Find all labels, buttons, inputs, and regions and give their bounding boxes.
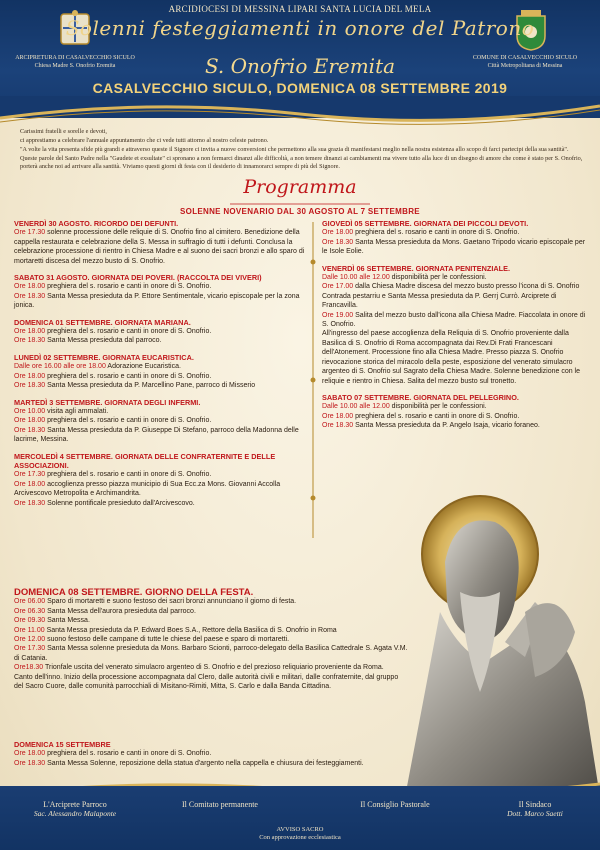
schedule-description: Trionfale uscita del venerato simulacro argenteo di S. Onofrio e del prezioso reliquiario proveniente da Roma. (43, 664, 384, 672)
day-block (322, 393, 592, 431)
schedule-time: Ore 18.30 (14, 499, 46, 507)
schedule-line (14, 749, 409, 758)
schedule-description: Santa Messa presieduta dal parroco. (45, 337, 162, 345)
schedule-time: Ore 18.00 (322, 412, 354, 420)
schedule-description: suono festoso delle campane di tutte le chiese del paese e sparo di mortaretti. (45, 636, 290, 644)
left-org-sub: Chiesa Madre S. Onofrio Eremita (34, 63, 116, 69)
schedule-time: Ore 19.00 (322, 311, 354, 319)
schedule-time: Ore 18.30 (14, 382, 46, 390)
schedule-description: Santa Messa presieduta da Mons. Gaetano Tripodo vicario episcopale per le Isole Eolie. (322, 238, 586, 256)
schedule-time: Ore 18.00 (14, 372, 46, 380)
schedule-time: Ore 17.30 (14, 645, 46, 653)
schedule-description: Santa Messa solenne presieduta da Mons. Barbaro Scionti, parroco-delegato della Basilica Cattedrale S. Agata V.M. di Catania. (14, 645, 408, 662)
schedule-line (14, 607, 409, 616)
schedule-time: Ore 18.30 (322, 422, 354, 430)
left-org-name: ARCIPRETURA DI CASALVECCHIO SICULO (15, 55, 135, 61)
schedule-line (14, 228, 306, 266)
day-title: LUNEDÌ 02 SETTEMBRE. GIORNATA EUCARISTICA. (14, 352, 194, 362)
schedule-line (322, 412, 592, 421)
schedule-time: Ore 18.00 (14, 417, 46, 425)
schedule-line (322, 273, 592, 282)
schedule-time: Ore 17.00 (322, 283, 354, 291)
schedule-description: Adorazione Eucaristica. (105, 363, 181, 371)
schedule-description: Santa Messa Solenne, reposizione della statua d'argento nella cappella e chiusura dei festeggiamenti. (45, 759, 364, 767)
festa-title: DOMENICA 08 SETTEMBRE. GIORNO DELLA FESTA. (14, 587, 254, 598)
schedule-description: accoglienza presso piazza municipio di Sua Ecc.za Mons. Giovanni Accolla Arcivescovo Metropolita e Archimandrita. (14, 480, 281, 498)
schedule-description: preghiera del s. rosario e canti in onore di S. Onofrio. (45, 471, 212, 479)
day15-lines (14, 749, 409, 768)
schedule-time: Dalle ore 16.00 alle ore 18.00 (14, 363, 106, 371)
schedule-line (14, 470, 306, 479)
schedule-time: Ore 18.30 (14, 426, 46, 434)
signature-arciprete (10, 800, 140, 818)
day15-title: DOMENICA 15 SETTEMBRE (14, 740, 111, 749)
avviso-title: AVVISO SACRO (276, 826, 324, 833)
schedule-line (14, 626, 409, 635)
schedule-line (14, 327, 306, 336)
signature-sindaco (480, 800, 590, 818)
schedule-description: preghiera del s. rosario e canti in onore di S. Onofrio. (45, 750, 212, 758)
schedule-description: disponibilità per le confessioni. (389, 403, 487, 411)
signature-name: Dott. Marco Saetti (507, 809, 563, 818)
schedule-time: Ore 18.30 (14, 337, 46, 345)
day-block (322, 219, 592, 257)
day-title: VENERDÌ 30 AGOSTO. RICORDO DEI DEFUNTI. (14, 219, 179, 228)
schedule-time: Ore 10.00 (14, 407, 46, 415)
day-title: DOMENICA 01 SETTEMBRE. GIORNATA MARIANA. (14, 317, 191, 327)
schedule-time: Ore 18.30 (14, 292, 46, 300)
schedule-description: solenne processione delle reliquie di S. Onofrio fino al cimitero. Benedizione della cappella restaurata e celebrazione della S. Messa in suffragio di tutti i defunti. Conclusa la celebrazione processione di rientro in Chiesa Madre e al suono dei sacri bronzi e allo sparo di mortaretti discesa del mezzo busto di S. Onofrio. (14, 229, 305, 265)
signature-role: L'Arciprete Parroco (43, 800, 107, 809)
right-org-name: COMUNE DI CASALVECCHIO SICULO (472, 55, 578, 61)
schedule-line (14, 282, 306, 291)
schedule-line (14, 362, 306, 371)
left-schedule-column (14, 219, 306, 515)
day-title: MARTEDÌ 3 SETTEMBRE. GIORNATA DEGLI INFERMI. (14, 397, 201, 407)
schedule-line (14, 336, 306, 345)
novenario-subtitle: SOLENNE NOVENARIO DAL 30 AGOSTO AL 7 SETTEMBRE (180, 207, 420, 216)
schedule-line (14, 426, 306, 445)
schedule-time: Ore 18.00 (14, 480, 46, 488)
saint-name: S. Onofrio Eremita (204, 54, 396, 78)
schedule-time: Ore 18.00 (14, 328, 46, 336)
schedule-time: Ore 06.30 (14, 607, 46, 615)
schedule-line (322, 421, 592, 430)
column-divider-ornament (309, 222, 317, 538)
day-block (14, 452, 306, 508)
schedule-line (322, 238, 592, 257)
schedule-description: preghiera del s. rosario e canti in onore di S. Onofrio. (45, 372, 212, 380)
schedule-description: Santa Messa. (45, 617, 90, 625)
schedule-line (14, 381, 306, 390)
signature-comitato (150, 800, 290, 809)
schedule-time: Ore 18.30 (322, 238, 354, 246)
schedule-time: Ore18.30 (14, 664, 44, 672)
schedule-line (322, 228, 592, 237)
festa-section (14, 588, 409, 691)
schedule-line (14, 372, 306, 381)
intro-letter (20, 128, 585, 172)
schedule-line (14, 616, 409, 625)
saint-statue-image (385, 492, 600, 797)
schedule-line (322, 329, 592, 385)
day-block (14, 398, 306, 445)
schedule-line (14, 759, 409, 768)
day-title: GIOVEDÌ 05 SETTEMBRE. GIORNATA DEI PICCOLI DEVOTI. (322, 219, 529, 228)
day-title: SABATO 31 AGOSTO. GIORNATA DEI POVERI. (RACCOLTA DEI VIVERI) (14, 273, 262, 283)
schedule-time: Ore 17.30 (14, 471, 46, 479)
schedule-time: Ore 18.00 (14, 283, 46, 291)
schedule-line (14, 499, 306, 508)
schedule-line (14, 673, 409, 692)
avviso-sacro (0, 826, 600, 842)
schedule-description: Santa Messa presieduta da P. Angelo Isaja, vicario foraneo. (353, 422, 540, 430)
schedule-time: Ore 09.30 (14, 617, 46, 625)
schedule-description: preghiera del s. rosario e canti in onore di S. Onofrio. (353, 229, 520, 237)
schedule-description: visita agli ammalati. (45, 407, 109, 415)
day-block (322, 264, 592, 386)
schedule-time: Ore 11.00 (14, 626, 45, 634)
schedule-description: All'ingresso del paese accoglienza della Reliquia di S. Onofrio proveniente dalla Basilica di S. Onofrio di Roma accompagnata dai Rev.Di Frati Francescani dell'Atonement. Processione fino alla Chiesa Madre. Presso piazza S. Onofrio rievocazione storica del miracolo della peste, esposizione del venerato simulacro argenteo di S. Onofrio sul Sagrato della Chiesa Madre. Solenne benedizione con le reliquie e rientro in Chiesa. Salita del mezzo busto sul tronetto. (322, 330, 580, 385)
signature-consiglio (320, 800, 470, 809)
schedule-time: Dalle 10.00 alle 12.00 (322, 274, 390, 282)
signature-role: Il Sindaco (518, 800, 552, 809)
schedule-line (14, 416, 306, 425)
schedule-line (14, 480, 306, 499)
programma-heading: Programma (243, 176, 357, 198)
schedule-line (14, 663, 409, 672)
day-block (14, 273, 306, 311)
day-title: SABATO 07 SETTEMBRE. GIORNATA DEL PELLEGRINO. (322, 392, 519, 402)
schedule-time: Ore 06.00 (14, 598, 46, 606)
day-block (14, 219, 306, 266)
schedule-description: preghiera del s. rosario e canti in onore di S. Onofrio. (353, 412, 520, 420)
avviso-approval: Con approvazione ecclesiastica (259, 834, 341, 841)
place-date: CASALVECCHIO SICULO, DOMENICA 08 SETTEMBRE 2019 (92, 80, 508, 96)
right-schedule-column (322, 219, 592, 438)
schedule-line (14, 407, 306, 416)
schedule-description: Santa Messa presieduta da P. Marcellino Pane, parroco di Misserio (45, 382, 256, 390)
right-org-sub: Città Metropolitana di Messina (487, 63, 563, 69)
signature-role: Il Comitato permanente (182, 800, 258, 809)
schedule-description: preghiera del s. rosario e canti in onore di S. Onofrio. (45, 417, 212, 425)
day15-section (14, 740, 409, 768)
schedule-line (322, 311, 592, 330)
festa-lines (14, 597, 409, 691)
schedule-line (322, 282, 592, 310)
intro-line: ci apprestiamo a celebrare l'annuale appuntamento che ci vede tutti attorno al nostro celeste patrono. (20, 137, 269, 145)
schedule-line (14, 635, 409, 644)
schedule-description: Solenne pontificale presieduto dall'Arcivescovo. (45, 499, 195, 507)
schedule-time: Ore 18.00 (14, 750, 46, 758)
diocese-name: ARCIDIOCESI DI MESSINA LIPARI SANTA LUCIA DEL MELA (168, 4, 432, 14)
heading-ornament (230, 202, 370, 206)
signature-name: Sac. Alessandro Malaponte (33, 809, 117, 818)
schedule-description: preghiera del s. rosario e canti in onore di S. Onofrio. (45, 283, 212, 291)
schedule-line (14, 597, 409, 606)
schedule-time: Ore 18.00 (322, 229, 354, 237)
schedule-description: dalla Chiesa Madre discesa del mezzo busto presso l'icona di S. Onofrio Contrada pestarriu e Santa Messa presieduta da P. Gerrj Currò. Arciprete di Francavilla. (322, 283, 580, 310)
schedule-description: Santa Messa presieduta da P. Edward Boes S.A., Rettore della Basilica di S. Onofrio in Roma (44, 626, 337, 634)
intro-body: "A volte la vita presenta sfide più grandi e attraverso queste il Signore ci invita a nuove conversioni che permettono alla sua grazia di manifestarsi meglio nella nostra esistenza allo scopo di farci partecipi della sua santità". Queste parole del Santo Padre nella "Gaudete et exsultate" ci spronano a non fermarci dinanzi alle difficoltà, a non temere dinanzi ai cambiamenti ma vivere tutto alla luce di un disegno di amore che come è stato per S. Onofrio, porterà anche noi ad arrivare alla santità. Viviamo questi giorni di festa con il desiderio di innamorarci sempre di più del Signore. (20, 146, 583, 170)
schedule-line (14, 292, 306, 311)
schedule-description: Sparo di mortaretti e suono festoso dei sacri bronzi annunciano il giorno di festa. (45, 598, 297, 606)
day-block (14, 353, 306, 391)
schedule-time: Ore 18.30 (14, 759, 46, 767)
schedule-description: Santa Messa presieduta da P. Ettore Sentimentale, vicario episcopale per la zona jonica. (14, 292, 300, 310)
schedule-line (322, 402, 592, 411)
intro-greeting: Carissimi fratelli e sorelle e devoti, (20, 128, 107, 135)
schedule-description: disponibilità per le confessioni. (389, 274, 487, 282)
day-block (14, 318, 306, 346)
schedule-description: Salita del mezzo busto dall'icona alla Chiesa Madre. Fiaccolata in onore di S. Onofrio. (322, 311, 586, 329)
schedule-line (14, 644, 409, 663)
schedule-time: Ore 12.00 (14, 636, 46, 644)
schedule-description: preghiera del s. rosario e canti in onore di S. Onofrio. (45, 328, 212, 336)
signature-role: Il Consiglio Pastorale (360, 800, 430, 809)
schedule-time: Ore 17.30 (14, 229, 46, 237)
schedule-description: Santa Messa presieduta da P. Giuseppe Di Stefano, parroco della Madonna delle lacrime, Messina. (14, 426, 299, 444)
schedule-time: Dalle 10.00 alle 12.00 (322, 403, 390, 411)
schedule-description: Santa Messa dell'aurora presieduta dal parroco. (45, 607, 196, 615)
schedule-description: Canto dell'inno. Inizio della processione accompagnata dal Clero, dalle autorità civili e militari, dalle confraternite, dal gruppo del Sacro Cuore, dalle comunità parrocchiali di Misitano-Rimiti, Mitta, S. Carlo e dalla Banda Cittadina. (14, 673, 399, 691)
day-title: MERCOLEDÌ 4 SETTEMBRE. GIORNATA DELLE CONFRATERNITE E DELLE ASSOCIAZIONI. (14, 451, 276, 470)
day-title: VENERDÌ 06 SETTEMBRE. GIORNATA PENITENZIALE. (322, 263, 510, 273)
event-title: Solenni festeggiamenti in onore del Patrono (65, 16, 535, 40)
